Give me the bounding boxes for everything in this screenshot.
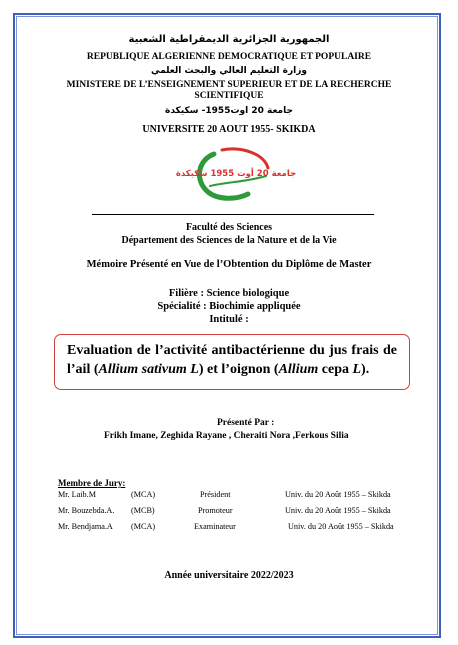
jury-institution: Univ. du 20 Août 1955 – Skikda (285, 490, 391, 499)
university-arabic: جامعة 20 اوت1955- سكيكدة (165, 106, 293, 116)
jury-heading: Membre de Jury: (58, 478, 126, 488)
separator-line (92, 214, 374, 215)
ministry-french-line1: MINISTERE DE L’ENSEIGNEMENT SUPERIEUR ET DE LA RECHERCHE (66, 80, 392, 90)
specialite: Spécialité : Biochimie appliquée (157, 301, 301, 312)
republic-french: REPUBLIQUE ALGERIENNE DEMOCRATIQUE ET POPULAIRE (86, 52, 372, 62)
title-species1: Allium sativum L (98, 362, 199, 377)
presented-label: Présenté Par : (217, 418, 275, 428)
jury-row (0, 522, 458, 534)
jury-name: Mr. Bendjama.A (58, 522, 113, 531)
jury-row (0, 490, 458, 502)
jury-grade: (MCB) (131, 506, 155, 515)
memoire-statement: Mémoire Présenté en Vue de l’Obtention du Diplôme de Master (86, 259, 372, 270)
academic-year: Année universitaire 2022/2023 (164, 570, 294, 581)
title-part2: ) et l’oignon ( (198, 362, 279, 377)
title-species2-rest: cepa (318, 362, 353, 377)
republic-arabic: الجمهورية الجزائرية الديمقراطية الشعبية (128, 34, 330, 45)
thesis-title-box (54, 334, 410, 390)
jury-name: Mr. Bouzebda.A. (58, 506, 115, 515)
authors: Frikh Imane, Zeghida Rayane , Cheraiti Nora ,Ferkous Silia (104, 431, 349, 441)
filiere: Filière : Science biologique (168, 288, 290, 299)
title-species2-author: L (352, 362, 362, 377)
jury-role: Promoteur (198, 506, 233, 515)
university-logo (175, 146, 297, 202)
logo-red-arc (222, 149, 268, 168)
intitule-label: Intitulé : (209, 314, 249, 325)
title-species2-genus: Allium (278, 362, 319, 377)
jury-row (0, 506, 458, 518)
jury-role: Président (200, 490, 231, 499)
department-name: Département des Sciences de la Nature et de la Vie (121, 235, 337, 246)
logo-text: جامعة 20 أوت 1955 سكيكدة (175, 169, 297, 179)
jury-grade: (MCA) (131, 522, 156, 531)
faculty-name: Faculté des Sciences (185, 222, 273, 233)
jury-name: Mr. Laib.M (58, 490, 96, 499)
jury-institution: Univ. du 20 Août 1955 – Skikda (288, 522, 394, 531)
jury-role: Examinateur (194, 522, 236, 531)
jury-institution: Univ. du 20 Août 1955 – Skikda (285, 506, 391, 515)
ministry-arabic: وزارة التعليم العالي والبحث العلمي (150, 66, 308, 76)
jury-grade: (MCA) (131, 490, 156, 499)
title-part1: Evaluation de l’activité antibactérienne du jus frais de l’ail ( (67, 343, 397, 377)
title-part3: ). (361, 362, 370, 377)
university-french: UNIVERSITE 20 AOUT 1955- SKIKDA (142, 124, 316, 135)
ministry-french-line2: SCIENTIFIQUE (194, 91, 264, 101)
